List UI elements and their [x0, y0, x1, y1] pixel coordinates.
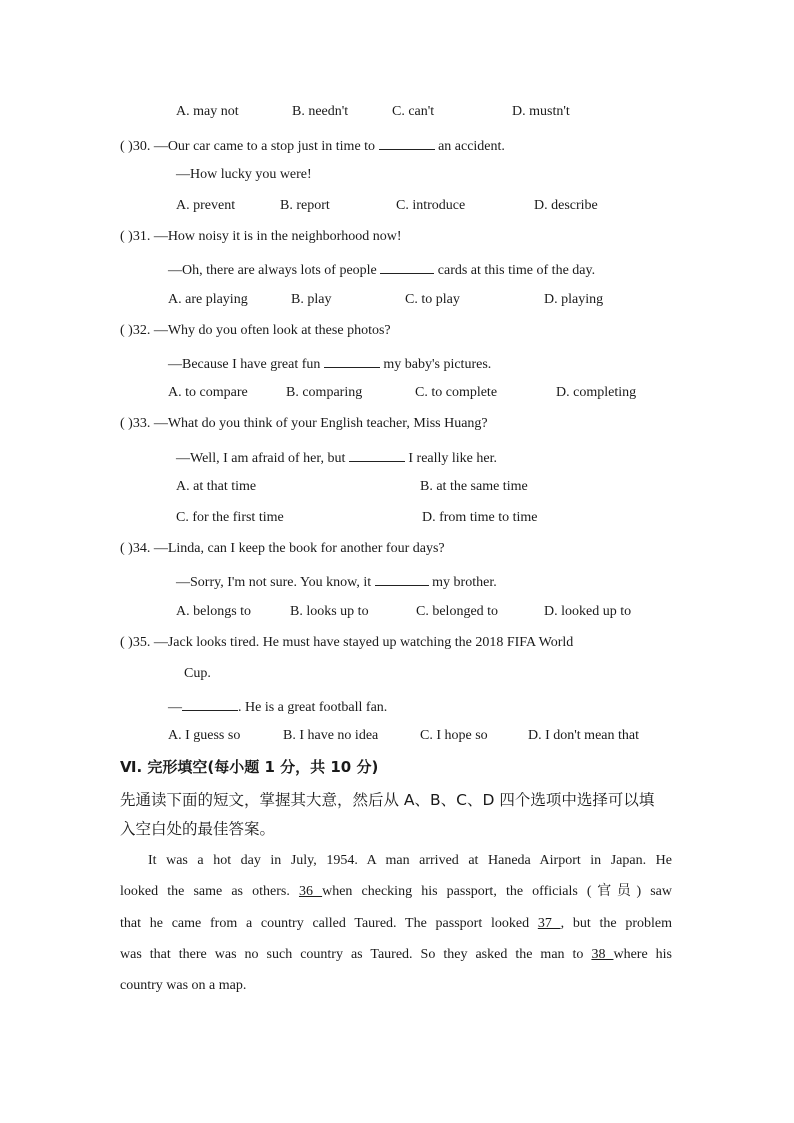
q35-stem-cont: Cup. [184, 666, 211, 681]
q32-option-c[interactable]: C. to complete [415, 385, 498, 400]
q35-reply [168, 696, 387, 717]
passage-line-3 [120, 915, 672, 933]
q30-stem-tail: an accident. [438, 139, 505, 154]
q32-option-b[interactable]: B. comparing [286, 385, 363, 400]
q31-reply-head: —Oh, there are always lots of people [168, 263, 377, 278]
q29-option-a[interactable]: A. may not [176, 104, 239, 119]
q30-stem [120, 135, 505, 156]
q35-option-c[interactable]: C. I hope so [420, 728, 488, 743]
blank-37[interactable]: 37 [537, 916, 561, 931]
q31-option-b[interactable]: B. play [291, 292, 332, 307]
passage-line-3-b: , but the problem [560, 916, 673, 931]
q33-blank[interactable] [349, 447, 405, 462]
section-title: Ⅵ. 完形填空(每小题 1 分，共 10 分) [120, 758, 379, 776]
q34-blank[interactable] [375, 571, 429, 586]
q35-option-d[interactable]: D. I don't mean that [528, 728, 639, 743]
q29-option-d[interactable]: D. mustn't [512, 104, 570, 119]
section-instruction-line-1: 先通读下面的短文，掌握其大意，然后从 A、B、C、D 四个选项中选择可以填 [120, 791, 655, 809]
q34-option-d[interactable]: D. looked up to [544, 604, 632, 619]
blank-38[interactable]: 38 [591, 947, 614, 962]
q35-reply-tail: . He is a great football fan. [238, 700, 388, 715]
passage-line-2 [120, 883, 672, 901]
q33-reply-tail: I really like her. [408, 451, 498, 466]
q33-option-d[interactable]: D. from time to time [422, 510, 538, 525]
q33-option-b[interactable]: B. at the same time [420, 479, 528, 494]
q31-option-d[interactable]: D. playing [544, 292, 604, 307]
q33-stem: ( )33. —What do you think of your English teacher, Miss Huang? [120, 416, 488, 431]
q35-option-a[interactable]: A. I guess so [168, 728, 241, 743]
q30-option-a[interactable]: A. prevent [176, 198, 236, 213]
passage-line-5: country was on a map. [120, 978, 247, 993]
q29-option-b[interactable]: B. needn't [292, 104, 349, 119]
passage-line-4-b: where his [613, 947, 672, 962]
q32-option-d[interactable]: D. completing [556, 385, 637, 400]
passage-line-4 [120, 946, 672, 964]
q32-reply-head: —Because I have great fun [168, 357, 321, 372]
q30-option-b[interactable]: B. report [280, 198, 330, 213]
q31-reply-tail: cards at this time of the day. [437, 263, 596, 278]
q33-option-c[interactable]: C. for the first time [176, 510, 284, 525]
q34-reply-tail: my brother. [432, 575, 497, 590]
passage-line-2-a: looked the same as others. [120, 884, 299, 899]
q33-reply-head: —Well, I am afraid of her, but [176, 451, 346, 466]
q35-option-b[interactable]: B. I have no idea [283, 728, 379, 743]
blank-36[interactable]: 36 [298, 884, 323, 899]
q31-option-c[interactable]: C. to play [405, 292, 460, 307]
q35-blank[interactable] [182, 696, 238, 711]
passage-line-4-a: was that there was no such country as Taured. So they asked the man to [120, 947, 592, 962]
q30-option-d[interactable]: D. describe [534, 198, 598, 213]
q31-option-a[interactable]: A. are playing [168, 292, 248, 307]
q33-reply [176, 447, 497, 468]
q31-blank[interactable] [380, 259, 434, 274]
q29-option-c[interactable]: C. can't [392, 104, 435, 119]
q32-option-a[interactable]: A. to compare [168, 385, 248, 400]
q35-stem: ( )35. —Jack looks tired. He must have stayed up watching the 2018 FIFA World [120, 635, 574, 650]
q34-option-c[interactable]: C. belonged to [416, 604, 499, 619]
q35-reply-head: — [168, 700, 182, 715]
q30-reply: —How lucky you were! [176, 167, 312, 182]
q34-stem: ( )34. —Linda, can I keep the book for another four days? [120, 541, 445, 556]
q30-option-c[interactable]: C. introduce [396, 198, 466, 213]
q34-reply-head: —Sorry, I'm not sure. You know, it [176, 575, 372, 590]
q32-reply [168, 353, 491, 374]
q34-reply [176, 571, 497, 592]
q34-option-a[interactable]: A. belongs to [176, 604, 252, 619]
q32-stem: ( )32. —Why do you often look at these photos? [120, 323, 391, 338]
q32-blank[interactable] [324, 353, 380, 368]
q30-stem-text: ( )30. —Our car came to a stop just in time to [120, 139, 376, 154]
q34-option-b[interactable]: B. looks up to [290, 604, 369, 619]
passage-line-1: It was a hot day in July, 1954. A man arrived at Haneda Airport in Japan. He [148, 853, 672, 868]
q31-stem: ( )31. —How noisy it is in the neighborhood now! [120, 229, 402, 244]
section-instruction-line-2: 入空白处的最佳答案。 [120, 820, 276, 838]
q33-option-a[interactable]: A. at that time [176, 479, 257, 494]
passage-line-2-b: when checking his passport, the officials (官员) saw [322, 884, 672, 899]
q31-reply [168, 259, 595, 280]
passage-line-3-a: that he came from a country called Taured. The passport looked [120, 916, 538, 931]
q32-reply-tail: my baby's pictures. [383, 357, 492, 372]
q30-blank[interactable] [379, 135, 435, 150]
